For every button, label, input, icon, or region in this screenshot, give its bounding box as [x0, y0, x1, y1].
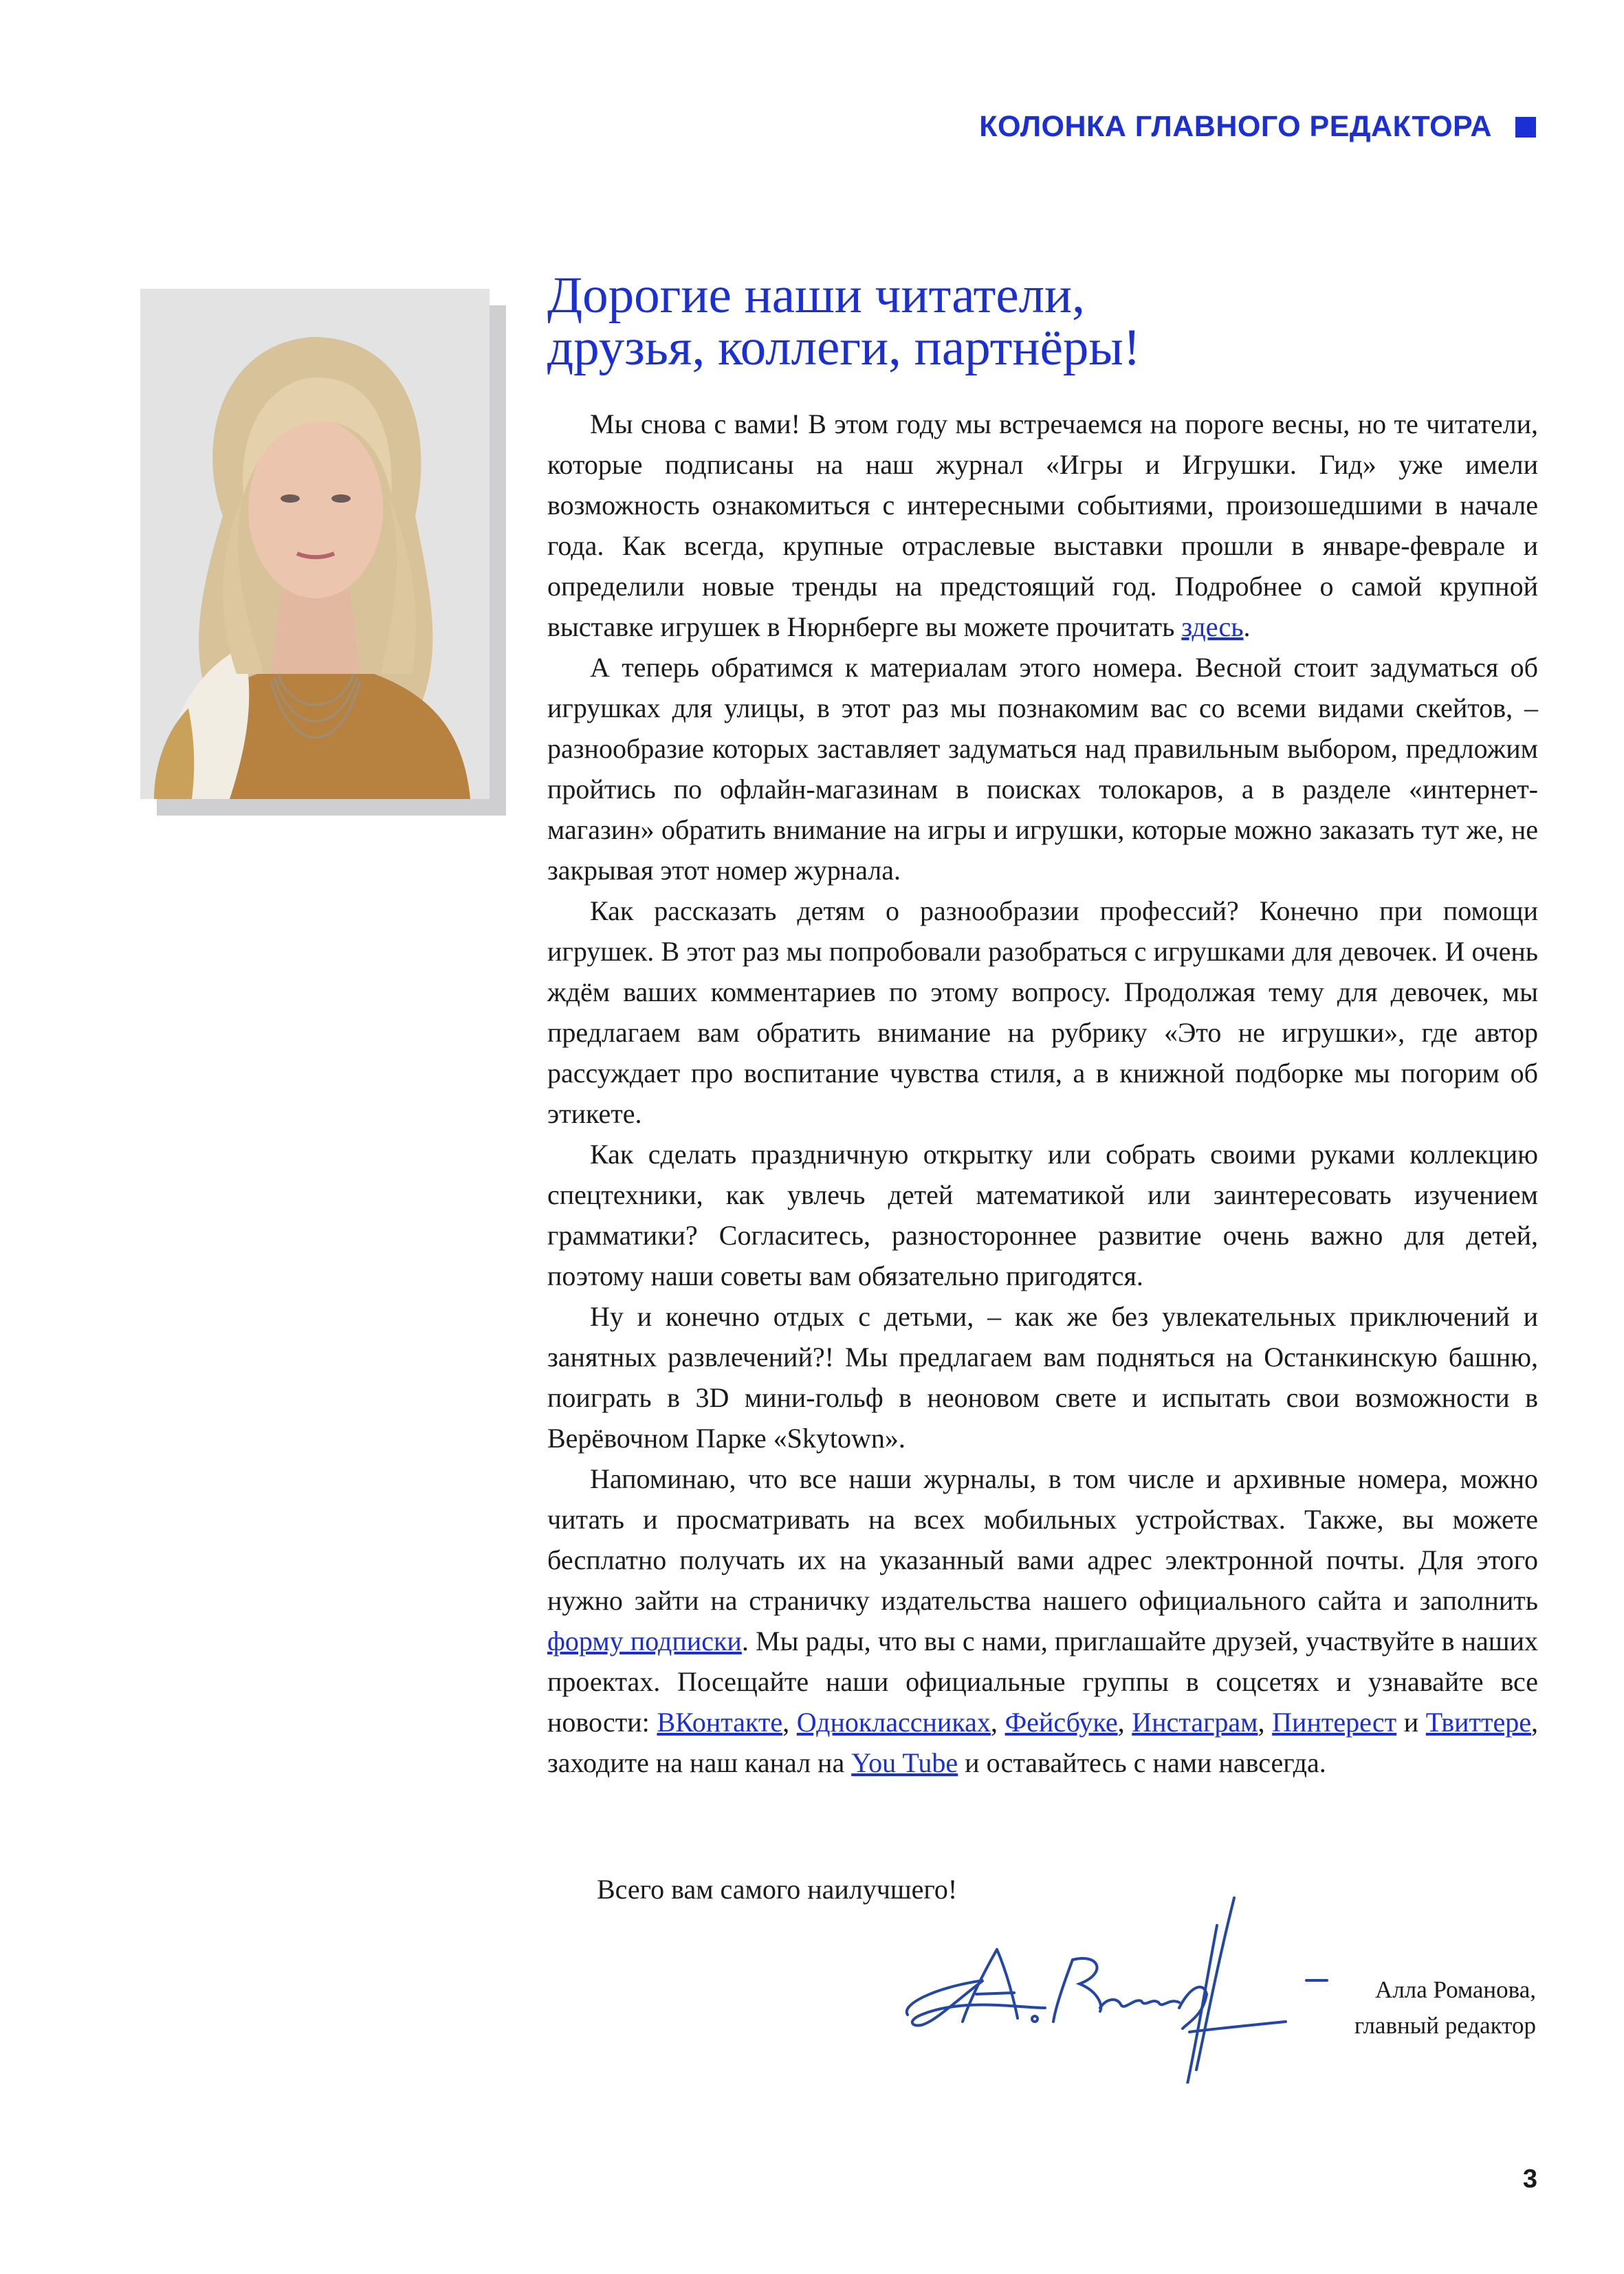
author-name: Алла Романова, — [1375, 1976, 1536, 2003]
paragraph-6-text-a: Напоминаю, что все наши журналы, в том числе и архивные номера, можно читать и просматривать на всех мобильных устройствах. Также, вы можете бесплатно получать их на указанный вами адрес электронной почты. Для этого нужно зайти на страничку издательства нашего официального сайта и заполнить — [547, 1463, 1538, 1616]
article-title — [547, 267, 1510, 376]
subscription-form-link[interactable]: форму подписки — [547, 1626, 742, 1657]
separator: , — [782, 1707, 797, 1738]
square-marker-icon — [1515, 117, 1536, 138]
paragraph-6-text-c: , заходите на наш канал на — [547, 1707, 1538, 1778]
paragraph-5: Ну и конечно отдых с детьми, – как же без увлекательных приключений и занятных развлечений?! Мы предлагаем вам подняться на Останкинскую башню, поиграть в 3D мини-гольф в неоновом свете и испытать свои возможности в Верёвочном Парке «Skytown». — [547, 1301, 1538, 1454]
here-link[interactable]: здесь — [1181, 611, 1244, 642]
separator: , — [990, 1707, 1005, 1738]
paragraph-6 — [547, 1458, 1538, 1783]
paragraph-6-text-b: . Мы рады, что вы с нами, приглашайте друзей, участвуйте в наших проектах. Посещайте наши официальные группы в соцсетях и узнавайте все новости: — [547, 1626, 1538, 1738]
odnoklassniki-link[interactable]: Одноклассниках — [796, 1707, 991, 1738]
portrait-illustration — [140, 289, 490, 799]
section-header — [979, 110, 1536, 144]
paragraph-1 — [547, 404, 1538, 647]
editor-photo — [140, 289, 490, 799]
section-title: КОЛОНКА ГЛАВНОГО РЕДАКТОРА — [979, 110, 1492, 143]
paragraph-4: Как сделать праздничную открытку или собрать своими руками коллекцию спецтехники, как увлечь детей математикой или заинтересовать изучением грамматики? Согласитесь, разностороннее развитие очень важно для детей, поэтому наши советы вам обязательно пригодятся. — [547, 1139, 1538, 1291]
editor-portrait — [140, 289, 490, 799]
paragraph-1-end: . — [1243, 611, 1251, 642]
article-body — [547, 404, 1538, 1783]
vkontakte-link[interactable]: ВКонтакте — [657, 1707, 783, 1738]
separator: , — [1117, 1707, 1132, 1738]
twitter-link[interactable]: Твиттере — [1425, 1707, 1531, 1738]
separator: , — [1258, 1707, 1273, 1738]
page-number: 3 — [1522, 2165, 1537, 2194]
instagram-link[interactable]: Инстаграм — [1132, 1707, 1258, 1738]
closing-line: Всего вам самого наилучшего! — [597, 1874, 958, 1905]
youtube-link[interactable]: You Tube — [851, 1747, 958, 1778]
conjunction: и — [1396, 1707, 1426, 1738]
paragraph-3: Как рассказать детям о разнообразии профессий? Конечно при помощи игрушек. В этот раз мы попробовали разобраться с игрушками для девочек. И очень ждём ваших комментариев по этому вопросу. Продолжая тему для девочек, мы предлагаем вам обратить внимание на рубрику «Это не игрушки», где автор рассуждает про воспитание чувства стиля, а в книжной подборке мы погорим об этикете. — [547, 895, 1538, 1129]
pinterest-link[interactable]: Пинтерест — [1272, 1707, 1397, 1738]
facebook-link[interactable]: Фейсбуке — [1005, 1707, 1118, 1738]
signature-image — [894, 1884, 1334, 2084]
title-line-1: Дорогие наши читатели, — [547, 267, 1085, 324]
author-block — [1354, 1972, 1536, 2044]
paragraph-6-text-d: и оставайтесь с нами навсегда. — [958, 1747, 1326, 1778]
paragraph-2: А теперь обратимся к материалам этого номера. Весной стоит задуматься об игрушках для улицы, в этот раз мы познакомим вас со всеми видами скейтов, – разнообразие которых заставляет задуматься над правильным выбором, предложим пройтись по офлайн-магазинам в поисках толокаров, а в разделе «интернет-магазин» обратить внимание на игры и игрушки, которые можно заказать тут же, не закрывая этот номер журнала. — [547, 652, 1538, 886]
title-line-2: друзья, коллеги, партнёры! — [547, 319, 1141, 376]
paragraph-1-text: Мы снова с вами! В этом году мы встречаемся на пороге весны, но те читатели, которые подписаны на наш журнал «Игры и Игрушки. Гид» уже имели возможность ознакомиться с интересными событиями, произошедшими в начале года. Как всегда, крупные отраслевые выставки прошли в январе-феврале и определили новые тренды на предстоящий год. Подробнее о самой крупной выставке игрушек в Нюрнберге вы можете прочитать — [547, 408, 1538, 642]
author-role: главный редактор — [1354, 2012, 1536, 2039]
